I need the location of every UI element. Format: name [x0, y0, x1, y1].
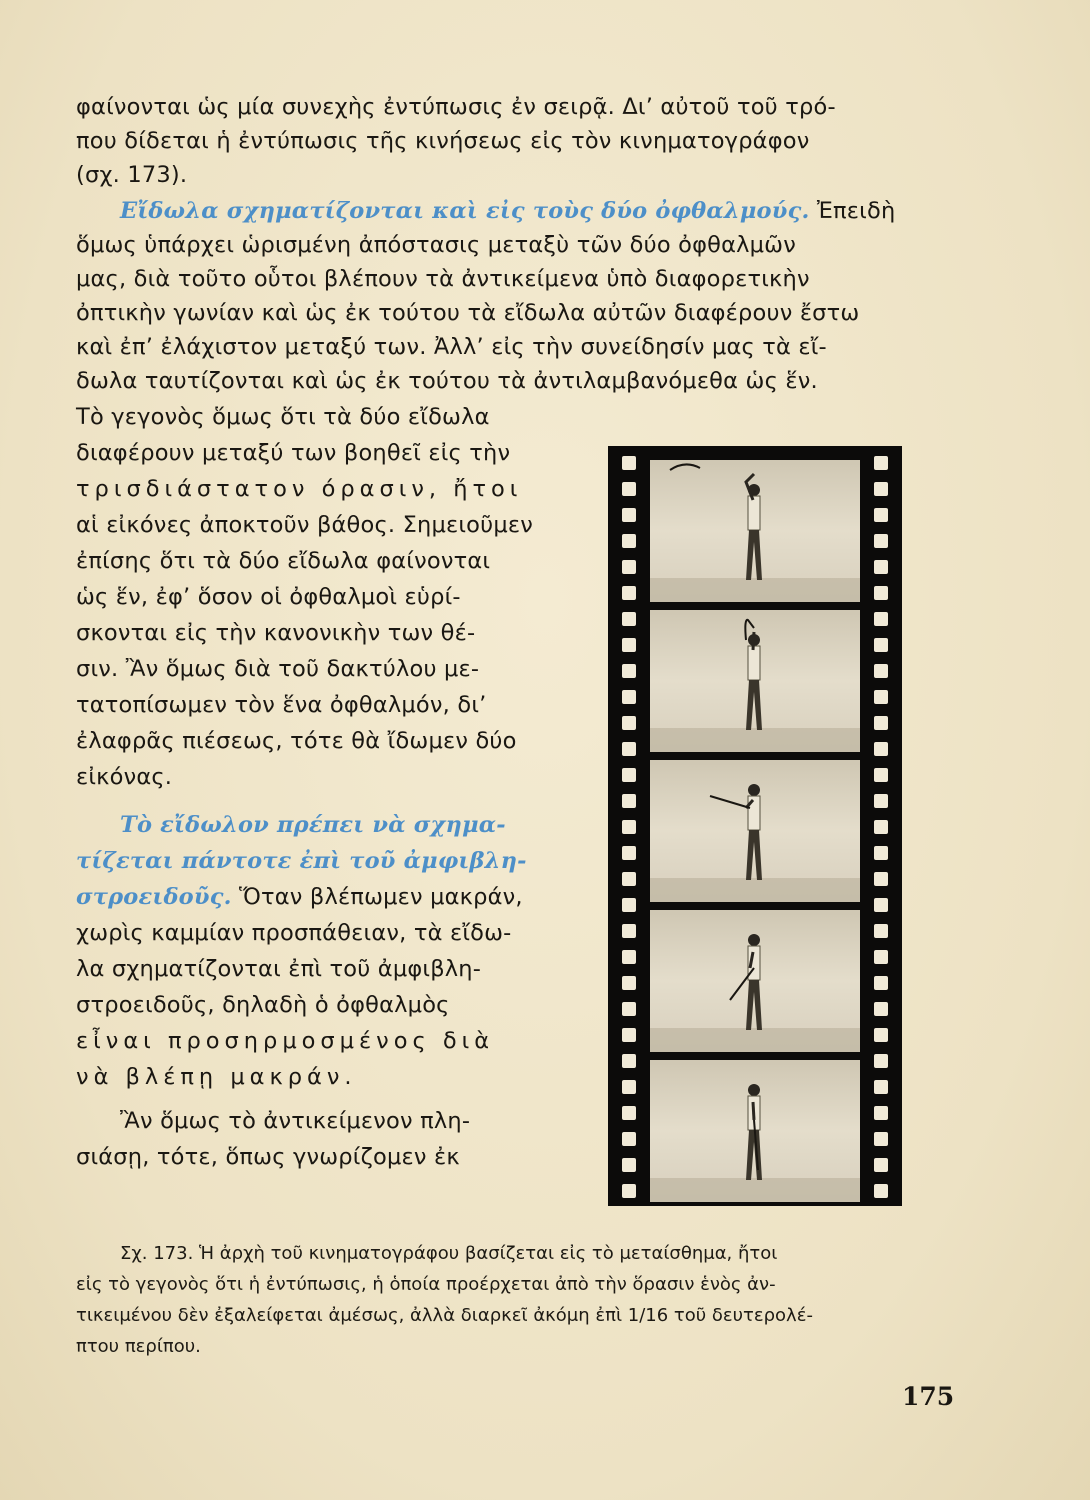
sprocket-hole	[622, 508, 636, 522]
body-line: στροειδοῦς, δηλαδὴ ὁ ὀφθαλμὸς	[76, 992, 450, 1018]
body-line: ὅμως ὑπάρχει ὡρισμένη ἀπόστασις μεταξὺ τῶν δύο ὀφθαλμῶν	[76, 232, 796, 258]
section-heading: Τὸ εἴδωλον πρέπει νὰ σχημα-	[120, 812, 506, 838]
golfer-photo	[650, 1060, 860, 1202]
body-line: Ἂν ὅμως τὸ ἀντικείμενον πλη-	[120, 1108, 471, 1134]
section-heading: στροειδοῦς.	[76, 884, 232, 910]
body-line: (σχ. 173).	[76, 162, 188, 188]
sprocket-hole	[622, 742, 636, 756]
caption-line: πτου περίπου.	[76, 1336, 201, 1357]
sprocket-hole	[874, 612, 888, 626]
sprocket-hole	[622, 1054, 636, 1068]
sprocket-hole	[874, 586, 888, 600]
sprocket-hole	[874, 872, 888, 886]
sprocket-hole	[622, 1028, 636, 1042]
sprocket-hole	[874, 638, 888, 652]
sprocket-hole	[874, 482, 888, 496]
sprocket-hole	[622, 924, 636, 938]
sprocket-hole	[622, 794, 636, 808]
sprocket-hole	[874, 976, 888, 990]
body-line: Τὸ γεγονὸς ὅμως ὅτι τὰ δύο εἴδωλα	[76, 404, 490, 430]
body-line: φαίνονται ὡς μία συνεχὴς ἐντύπωσις ἐν σειρᾷ. Δι’ αὐτοῦ τοῦ τρό-	[76, 94, 836, 120]
body-line: που δίδεται ἡ ἐντύπωσις τῆς κινήσεως εἰς τὸν κινηματογράφον	[76, 128, 810, 154]
sprocket-hole	[622, 1106, 636, 1120]
sprocket-hole	[622, 586, 636, 600]
caption-line: εἰς τὸ γεγονὸς ὅτι ἡ ἐντύπωσις, ἡ ὁποία προέρχεται ἀπὸ τὴν ὅρασιν ἑνὸς ἀν-	[76, 1274, 776, 1295]
film-frame	[650, 1060, 860, 1202]
sprocket-hole	[874, 1080, 888, 1094]
sprocket-hole	[622, 690, 636, 704]
body-line: τρισδιάστατον όρασιν, ἤτοι	[76, 476, 523, 502]
sprocket-hole	[874, 768, 888, 782]
sprocket-hole	[874, 690, 888, 704]
body-text: Ὅταν βλέπωμεν μακράν,	[238, 884, 523, 910]
film-strip-figure	[608, 446, 902, 1206]
body-line: σκονται εἰς τὴν κανονικὴν των θέ-	[76, 620, 476, 646]
section-heading-line	[120, 194, 895, 228]
sprocket-hole	[622, 716, 636, 730]
film-frame	[650, 760, 860, 902]
body-line: ἐλαφρᾶς πιέσεως, τότε θὰ ἴδωμεν δύο	[76, 728, 517, 754]
golfer-photo	[650, 760, 860, 902]
page-number: 175	[902, 1382, 955, 1411]
sprocket-hole	[874, 1158, 888, 1172]
body-line: δωλα ταυτίζονται καὶ ὡς ἐκ τούτου τὰ ἀντιλαμβανόμεθα ὡς ἕν.	[76, 368, 818, 394]
sprocket-hole	[622, 1184, 636, 1198]
sprocket-hole	[874, 898, 888, 912]
sprocket-hole	[622, 1080, 636, 1094]
sprocket-hole	[874, 456, 888, 470]
body-line: σιν. Ἂν ὅμως διὰ τοῦ δακτύλου με-	[76, 656, 480, 682]
sprocket-hole	[874, 560, 888, 574]
body-line: αἱ εἰκόνες ἀποκτοῦν βάθος. Σημειοῦμεν	[76, 512, 533, 538]
body-line: καὶ ἐπ’ ἐλάχιστον μεταξύ των. Ἀλλ’ εἰς τὴν συνείδησίν μας τὰ εἴ-	[76, 334, 827, 360]
body-line: ὡς ἕν, ἐφ’ ὅσον οἱ ὀφθαλμοὶ εὑρί-	[76, 584, 461, 610]
body-line: ὀπτικὴν γωνίαν καὶ ὡς ἐκ τούτου τὰ εἴδωλα αὐτῶν διαφέρουν ἔστω	[76, 300, 860, 326]
sprocket-hole	[622, 976, 636, 990]
sprocket-hole	[874, 1028, 888, 1042]
film-frame	[650, 460, 860, 602]
sprocket-hole	[622, 950, 636, 964]
sprocket-hole	[622, 1132, 636, 1146]
sprocket-hole	[874, 820, 888, 834]
body-line: μας, διὰ τοῦτο οὗτοι βλέπουν τὰ ἀντικείμενα ὑπὸ διαφορετικὴν	[76, 266, 810, 292]
sprocket-hole	[874, 1132, 888, 1146]
section-heading: Εἴδωλα σχηματίζονται καὶ εἰς τοὺς δύο ὀφθαλμούς.	[120, 198, 810, 224]
body-line: νὰ βλέπῃ μακράν.	[76, 1064, 357, 1090]
golfer-photo	[650, 910, 860, 1052]
body-line: εἰκόνας.	[76, 764, 173, 790]
section-heading: τίζεται πάντοτε ἐπὶ τοῦ ἀμφιβλη-	[76, 848, 527, 874]
body-line: σιάσῃ, τότε, ὅπως γνωρίζομεν ἐκ	[76, 1144, 460, 1170]
sprocket-hole	[622, 482, 636, 496]
body-line: χωρὶς καμμίαν προσπάθειαν, τὰ εἴδω-	[76, 920, 512, 946]
sprocket-hole	[874, 742, 888, 756]
sprocket-hole	[622, 846, 636, 860]
caption-line: τικειμένου δὲν ἐξαλείφεται ἀμέσως, ἀλλὰ διαρκεῖ ἀκόμη ἐπὶ 1/16 τοῦ δευτερολέ-	[76, 1305, 813, 1326]
sprocket-hole	[874, 924, 888, 938]
body-line: λα σχηματίζονται ἐπὶ τοῦ ἀμφιβλη-	[76, 956, 482, 982]
sprocket-hole	[622, 820, 636, 834]
sprocket-hole	[874, 846, 888, 860]
film-frame	[650, 610, 860, 752]
golfer-photo	[650, 460, 860, 602]
golfer-photo	[650, 610, 860, 752]
film-frame	[650, 910, 860, 1052]
sprocket-hole	[622, 456, 636, 470]
figure-caption	[76, 1238, 940, 1362]
sprocket-hole	[874, 716, 888, 730]
sprocket-hole	[622, 1158, 636, 1172]
sprocket-hole	[622, 1002, 636, 1016]
body-line: τατοπίσωμεν τὸν ἕνα ὀφθαλμόν, δι’	[76, 692, 487, 718]
sprocket-hole	[622, 638, 636, 652]
sprocket-hole	[622, 898, 636, 912]
section-heading-line	[76, 880, 523, 914]
sprocket-hole	[874, 1054, 888, 1068]
sprocket-hole	[622, 872, 636, 886]
sprocket-hole	[874, 1002, 888, 1016]
sprocket-hole	[874, 664, 888, 678]
body-line: ἐπίσης ὅτι τὰ δύο εἴδωλα φαίνονται	[76, 548, 491, 574]
sprocket-hole	[874, 1184, 888, 1198]
body-text: Ἐπειδὴ	[816, 198, 896, 224]
caption-line: Σχ. 173. Ἡ ἀρχὴ τοῦ κινηματογράφου βασίζεται εἰς τὸ μεταίσθημα, ἤτοι	[120, 1243, 778, 1264]
body-line: εἶναι προσηρμοσμένος διὰ	[76, 1028, 495, 1054]
sprocket-hole	[622, 612, 636, 626]
sprocket-hole	[622, 768, 636, 782]
sprocket-hole	[874, 1106, 888, 1120]
sprocket-hole	[874, 950, 888, 964]
sprocket-hole	[622, 534, 636, 548]
sprocket-hole	[874, 508, 888, 522]
sprocket-hole	[874, 534, 888, 548]
sprocket-hole	[622, 664, 636, 678]
body-line: διαφέρουν μεταξύ των βοηθεῖ εἰς τὴν	[76, 440, 511, 466]
sprocket-hole	[622, 560, 636, 574]
sprocket-hole	[874, 794, 888, 808]
